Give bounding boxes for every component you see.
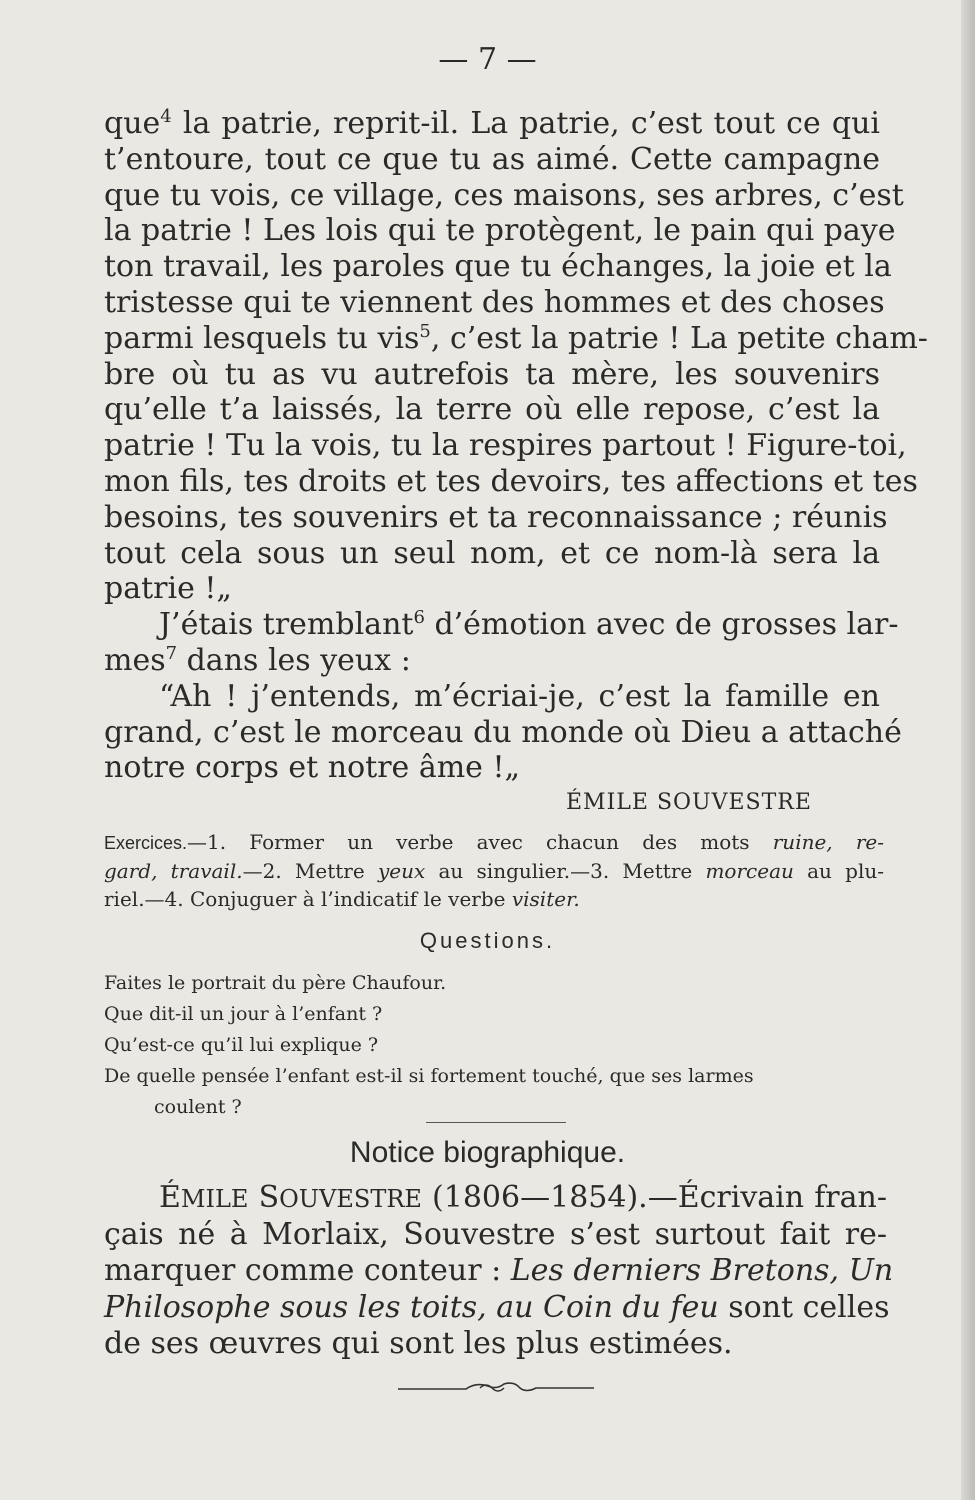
notice-text: [104, 1180, 894, 1363]
exercises: [104, 828, 884, 914]
page-number: — 7 —: [438, 42, 537, 77]
text-line: patrie !„: [104, 571, 232, 607]
text-line: que$^4$ la patrie, reprit-il. La patrie, c’est tout ce qui: [104, 106, 880, 141]
text-line: çais né à Morlaix, Souvestre s’est surtout fait re-: [104, 1216, 887, 1252]
text-line: t’entoure, tout ce que tu as aimé. Cette campagne: [104, 141, 880, 177]
question-item: Que dit-il un jour à l’enfant ?: [104, 1003, 383, 1025]
question-item: Qu’est-ce qu’il lui explique ?: [104, 1034, 379, 1056]
text-line: grand, c’est le morceau du monde où Dieu a attaché: [104, 714, 902, 750]
question-item: De quelle pensée l’enfant est-il si fortement touché, que ses larmes: [104, 1065, 754, 1087]
author-signature: ÉMILE SOUVESTRE: [566, 790, 812, 815]
questions-heading: Questions.: [419, 928, 556, 953]
text-line: de ses œuvres qui sont les plus estimées.: [104, 1326, 733, 1361]
main-text: [104, 106, 928, 786]
ornament-icon: [396, 1378, 596, 1398]
text-line: ÉMILE SOUVESTRE (1806—1854).—Écrivain fran-: [159, 1180, 887, 1215]
text-line: J’étais tremblant$^6$ d’émotion avec de grosses lar-: [159, 607, 899, 643]
text-line: parmi lesquels tu vis$^5$, c’est la patrie ! La petite cham-: [104, 320, 928, 356]
exercises-label: Exercices.: [104, 833, 188, 853]
text-line: Philosophe sous les toits, au Coin du feu sont celles: [104, 1289, 890, 1325]
notice-heading: Notice biographique.: [349, 1136, 626, 1169]
text-line: tristesse qui te viennent des hommes et des choses: [104, 284, 885, 320]
text-line: “Ah ! j’entends, m’écriai-je, c’est la famille en: [159, 678, 880, 714]
text-line: notre corps et notre âme !„: [104, 750, 521, 786]
question-item: coulent ?: [154, 1096, 242, 1118]
text-line: marquer comme conteur : Les derniers Bretons, Un: [104, 1253, 894, 1288]
exercise-line: gard, travail.—2. Mettre yeux au singulier.—3. Mettre morceau au plu-: [104, 858, 885, 883]
divider: [426, 1122, 566, 1123]
text-line: que tu vois, ce village, ces maisons, ses arbres, c’est: [104, 177, 904, 213]
text-line: ton travail, les paroles que tu échanges, la joie et la: [104, 249, 892, 285]
exercise-line: riel.—4. Conjuguer à l’indicatif le verbe visiter.: [104, 887, 580, 912]
question-item: Faites le portrait du père Chaufour.: [104, 972, 447, 994]
text-line: mon fils, tes droits et tes devoirs, tes affections et tes: [104, 463, 918, 499]
page-edge: [961, 0, 975, 1500]
text-line: mes$^7$ dans les yeux :: [104, 642, 411, 678]
text-line: tout cela sous un seul nom, et ce nom-là sera la: [104, 535, 880, 571]
exercise-line: Exercices.—1. Former un verbe avec chacun des mots ruine, re-: [104, 830, 884, 854]
text-line: bre où tu as vu autrefois ta mère, les souvenirs: [104, 356, 880, 392]
text-line: patrie ! Tu la vois, tu la respires partout ! Figure-toi,: [104, 428, 907, 464]
text-line: la patrie ! Les lois qui te protègent, le pain qui paye: [104, 213, 896, 249]
questions-list: [104, 968, 884, 1123]
text-line: qu’elle t’a laissés, la terre où elle repose, c’est la: [104, 392, 880, 428]
text-line: besoins, tes souvenirs et ta reconnaissance ; réunis: [104, 499, 888, 535]
